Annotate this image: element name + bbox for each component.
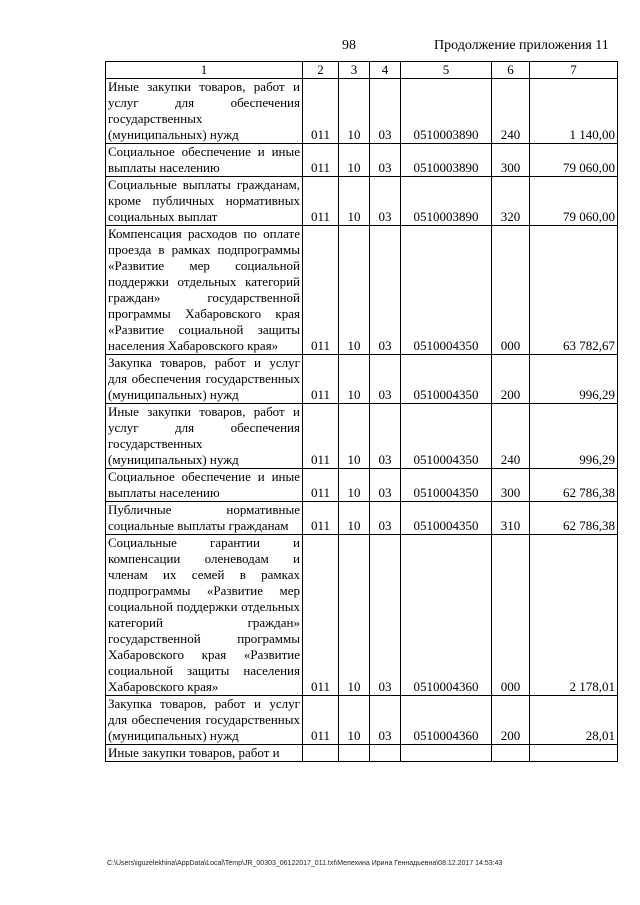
row-name-cell: Иные закупки товаров, работ и услуг для обеспечения государственных (муниципальных) нужд: [106, 79, 303, 144]
chapter-code-cell: 011: [303, 469, 339, 502]
chapter-code-cell: 011: [303, 696, 339, 745]
subsection-code-cell: 03: [370, 469, 401, 502]
expense-type-cell: 200: [492, 696, 530, 745]
row-name-cell: Иные закупки товаров, работ и: [106, 745, 303, 762]
section-code-cell: 10: [339, 144, 370, 177]
table-header-row: [106, 62, 618, 79]
section-code-cell: 10: [339, 226, 370, 355]
subsection-code-cell: 03: [370, 502, 401, 535]
budget-table: [105, 61, 618, 762]
table-body: [106, 62, 618, 762]
target-item-cell: 0510003890: [401, 79, 492, 144]
table-row: [106, 745, 618, 762]
amount-cell: 62 786,38: [530, 502, 618, 535]
chapter-code-cell: 011: [303, 226, 339, 355]
target-item-cell: 0510003890: [401, 144, 492, 177]
target-item-cell: 0510004360: [401, 535, 492, 696]
row-name-cell: Закупка товаров, работ и услуг для обеспечения государственных (муниципальных) нужд: [106, 355, 303, 404]
table-row: [106, 79, 618, 144]
column-header: 6: [492, 62, 530, 79]
row-name-cell: Иные закупки товаров, работ и услуг для обеспечения государственных (муниципальных) нужд: [106, 404, 303, 469]
subsection-code-cell: [370, 745, 401, 762]
section-code-cell: 10: [339, 502, 370, 535]
row-name-cell: Социальные гарантии и компенсации оленеводам и членам их семей в рамках подпрограммы «Развитие мер социальной поддержки отдельных категорий граждан» государственной программы Хабаровского края «Развитие социальной защиты населения Хабаровского края»: [106, 535, 303, 696]
amount-cell: 62 786,38: [530, 469, 618, 502]
amount-cell: 1 140,00: [530, 79, 618, 144]
amount-cell: 2 178,01: [530, 535, 618, 696]
section-code-cell: 10: [339, 404, 370, 469]
table-row: [106, 355, 618, 404]
target-item-cell: 0510004350: [401, 226, 492, 355]
column-header: 3: [339, 62, 370, 79]
column-header: 7: [530, 62, 618, 79]
row-name-cell: Закупка товаров, работ и услуг для обеспечения государственных (муниципальных) нужд: [106, 696, 303, 745]
expense-type-cell: 310: [492, 502, 530, 535]
expense-type-cell: 000: [492, 226, 530, 355]
table-row: [106, 469, 618, 502]
section-code-cell: 10: [339, 355, 370, 404]
section-code-cell: 10: [339, 79, 370, 144]
column-header: 4: [370, 62, 401, 79]
expense-type-cell: 300: [492, 144, 530, 177]
subsection-code-cell: 03: [370, 355, 401, 404]
subsection-code-cell: 03: [370, 404, 401, 469]
section-code-cell: 10: [339, 535, 370, 696]
section-code-cell: 10: [339, 469, 370, 502]
amount-cell: 996,29: [530, 355, 618, 404]
amount-cell: 996,29: [530, 404, 618, 469]
expense-type-cell: 320: [492, 177, 530, 226]
expense-type-cell: [492, 745, 530, 762]
subsection-code-cell: 03: [370, 144, 401, 177]
target-item-cell: 0510004350: [401, 404, 492, 469]
appendix-heading: Продолжение приложения 11: [434, 38, 609, 53]
subsection-code-cell: 03: [370, 79, 401, 144]
table-row: [106, 696, 618, 745]
column-header: 1: [106, 62, 303, 79]
expense-type-cell: 240: [492, 79, 530, 144]
subsection-code-cell: 03: [370, 535, 401, 696]
amount-cell: 79 060,00: [530, 144, 618, 177]
target-item-cell: 0510004350: [401, 355, 492, 404]
row-name-cell: Социальное обеспечение и иные выплаты населению: [106, 469, 303, 502]
expense-type-cell: 300: [492, 469, 530, 502]
amount-cell: 79 060,00: [530, 177, 618, 226]
expense-type-cell: 000: [492, 535, 530, 696]
row-name-cell: Публичные нормативные социальные выплаты гражданам: [106, 502, 303, 535]
chapter-code-cell: 011: [303, 355, 339, 404]
table-row: [106, 535, 618, 696]
chapter-code-cell: 011: [303, 144, 339, 177]
expense-type-cell: 240: [492, 404, 530, 469]
table-row: [106, 144, 618, 177]
subsection-code-cell: 03: [370, 226, 401, 355]
row-name-cell: Социальные выплаты гражданам, кроме публичных нормативных социальных выплат: [106, 177, 303, 226]
file-path-footer: C:\Users\iguzelekhina\AppData\Local\Temp\JR_00303_06122017_011.txt\Мелехина Ирина Геннадьевна\08.12.2017 14:53:43: [107, 860, 503, 867]
chapter-code-cell: 011: [303, 177, 339, 226]
row-name-cell: Компенсация расходов по оплате проезда в рамках подпрограммы «Развитие мер социальной поддержки отдельных категорий граждан» государственной программы Хабаровского края «Развитие социальной защиты населения Хабаровского края»: [106, 226, 303, 355]
amount-cell: 28,01: [530, 696, 618, 745]
section-code-cell: 10: [339, 177, 370, 226]
page-number: 98: [342, 38, 356, 53]
table-row: [106, 502, 618, 535]
chapter-code-cell: 011: [303, 535, 339, 696]
target-item-cell: 0510004350: [401, 469, 492, 502]
column-header: 2: [303, 62, 339, 79]
row-name-cell: Социальное обеспечение и иные выплаты населению: [106, 144, 303, 177]
subsection-code-cell: 03: [370, 696, 401, 745]
column-header: 5: [401, 62, 492, 79]
expense-type-cell: 200: [492, 355, 530, 404]
chapter-code-cell: 011: [303, 79, 339, 144]
target-item-cell: 0510004360: [401, 696, 492, 745]
subsection-code-cell: 03: [370, 177, 401, 226]
table-row: [106, 226, 618, 355]
section-code-cell: [339, 745, 370, 762]
section-code-cell: 10: [339, 696, 370, 745]
table-row: [106, 177, 618, 226]
target-item-cell: 0510004350: [401, 502, 492, 535]
chapter-code-cell: 011: [303, 502, 339, 535]
target-item-cell: 0510003890: [401, 177, 492, 226]
amount-cell: [530, 745, 618, 762]
amount-cell: 63 782,67: [530, 226, 618, 355]
target-item-cell: [401, 745, 492, 762]
table-row: [106, 404, 618, 469]
chapter-code-cell: [303, 745, 339, 762]
chapter-code-cell: 011: [303, 404, 339, 469]
